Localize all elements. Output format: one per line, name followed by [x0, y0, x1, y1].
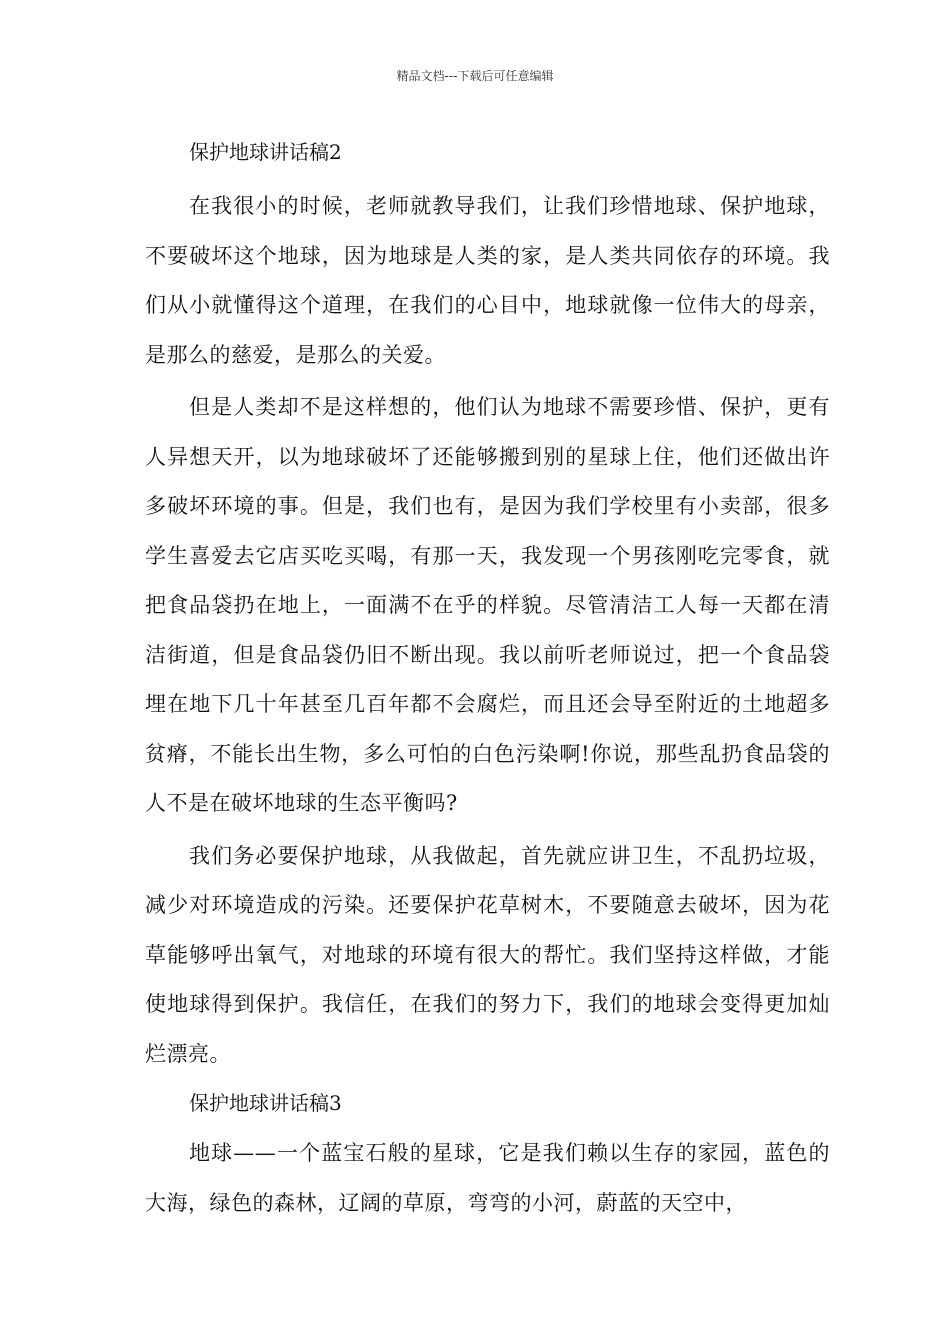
document-body [145, 134, 830, 1231]
paragraph: 但是人类却不是这样想的，他们认为地球不需要珍惜、保护，更有人异想天开，以为地球破坏了还能够搬到别的星球上住，他们还做出许多破坏环境的事。但是，我们也有，是因为我们学校里有小卖部，很多学生喜爱去它店买吃买喝，有那一天，我发现一个男孩刚吃完零食，就把食品袋扔在地上，一面满不在乎的样貌。尽管清洁工人每一天都在清洁街道，但是食品袋仍旧不断出现。我以前听老师说过，把一个食品袋埋在地下几十年甚至几百年都不会腐烂，而且还会导至附近的土地超多贫瘠，不能长出生物，多么可怕的白色污染啊!你说，那些乱扔食品袋的人不是在破坏地球的生态平衡吗? [145, 395, 830, 815]
paragraph: 我们务必要保护地球，从我做起，首先就应讲卫生，不乱扔垃圾，减少对环境造成的污染。还要保护花草树木，不要随意去破坏，因为花草能够呼出氧气，对地球的环境有很大的帮忙。我们坚持这样做，才能使地球得到保护。我信任，在我们的努力下，我们的地球会变得更加灿烂漂亮。 [145, 843, 830, 1066]
paragraph: 在我很小的时候，老师就教导我们，让我们珍惜地球、保护地球，不要破坏这个地球，因为地球是人类的家，是人类共同依存的环境。我们从小就懂得这个道理，在我们的心目中，地球就像一位伟大的母亲，是那么的慈爱，是那么的关爱。 [145, 194, 830, 367]
paragraph: 地球——一个蓝宝石般的星球，它是我们赖以生存的家园，蓝色的大海，绿色的森林，辽阔的草原，弯弯的小河，蔚蓝的天空中， [145, 1141, 830, 1215]
page-header: 精品文档---下载后可任意编辑 [396, 69, 554, 83]
section-heading-2: 保护地球讲话稿2 [189, 140, 342, 164]
section-heading-3: 保护地球讲话稿3 [189, 1091, 342, 1115]
